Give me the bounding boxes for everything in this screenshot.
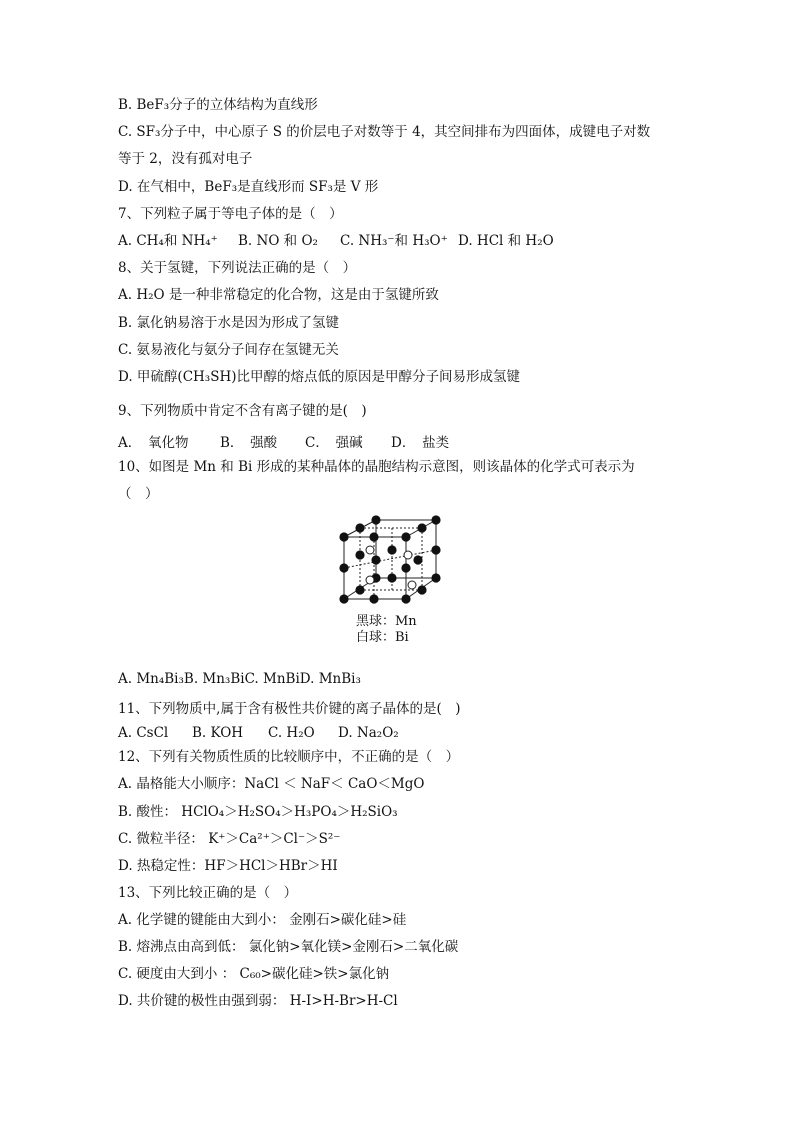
q9-option-a: A． 氧化物 (118, 435, 189, 451)
option-c-sf3: C. SF₃分子中，中心原子 S 的价层电子对数等于 4，其空间排布为四面体，成键电子对数 (118, 124, 651, 140)
option-d-gas-phase: D. 在气相中，BeF₃是直线形而 SF₃是 V 形 (118, 179, 379, 195)
q7-option-b: B. NO 和 O₂ (238, 233, 318, 249)
question-7-options (118, 232, 554, 250)
option-b-bef3: B. BeF₃分子的立体结构为直线形 (118, 97, 318, 113)
question-11-options (118, 724, 399, 742)
q13-option-b: B. 熔沸点由高到低： 氯化钠>氧化镁>金刚石>二氧化碳 (118, 939, 459, 955)
q9-option-d: D． 盐类 (391, 435, 450, 451)
q11-option-d: D. Na₂O₂ (338, 725, 399, 741)
q9-option-c: C． 强碱 (305, 435, 363, 451)
q12-option-b: B. 酸性： HClO₄＞H₂SO₄＞H₃PO₄＞H₂SiO₃ (118, 804, 398, 820)
q8-option-c: C. 氨易液化与氨分子间存在氢键无关 (118, 342, 339, 358)
unit-cell-diagram (330, 510, 450, 610)
q13-option-d: D. 共价键的极性由强到弱： H-I>H-Br>H-Cl (118, 993, 398, 1009)
question-10-blank: （ ） (118, 486, 159, 502)
q12-option-c: C. 微粒半径： K⁺＞Ca²⁺＞Cl⁻＞S²⁻ (118, 831, 341, 847)
question-13: 13、下列比较正确的是（ ） (118, 885, 298, 901)
q9-option-b: B． 强酸 (220, 435, 278, 451)
q11-option-c: C. H₂O (268, 725, 315, 741)
legend-black-ball: 黑球：Mn (356, 614, 417, 629)
option-c-continuation: 等于 2，没有孤对电子 (118, 151, 253, 167)
q10-options: A. Mn₄Bi₃B. Mn₃BiC. MnBiD. MnBi₃ (118, 671, 361, 687)
q13-option-c: C. 硬度由大到小 ： C₆₀>碳化硅>铁>氯化钠 (118, 966, 390, 982)
q8-option-b: B. 氯化钠易溶于水是因为形成了氢键 (118, 315, 340, 331)
q11-option-b: B. KOH (192, 725, 244, 741)
question-9: 9、下列物质中肯定不含有离子键的是( ) (118, 403, 367, 419)
q8-option-d: D. 甲硫醇(CH₃SH)比甲醇的熔点低的原因是甲醇分子间易形成氢键 (118, 369, 520, 385)
question-9-options (118, 434, 449, 452)
q7-option-a: A. CH₄和 NH₄⁺ (118, 233, 218, 249)
question-10: 10、如图是 Mn 和 Bi 形成的某种晶体的晶胞结构示意图，则该晶体的化学式可表示为 (118, 459, 635, 475)
crystal-cell-figure (330, 510, 450, 655)
legend-white-ball: 白球：Bi (356, 630, 409, 645)
q11-option-a: A. CsCl (118, 725, 169, 741)
q7-option-c: C. NH₃⁻和 H₃O⁺ (340, 233, 448, 249)
question-8: 8、关于氢键，下列说法正确的是（ ） (118, 260, 357, 276)
q12-option-a: A. 晶格能大小顺序：NaCl ＜ NaF＜ CaO＜MgO (118, 776, 425, 792)
question-7: 7、下列粒子属于等电子体的是（ ） (118, 206, 343, 222)
question-12: 12、下列有关物质性质的比较顺序中，不正确的是（ ） (118, 749, 460, 765)
q8-option-a: A. H₂O 是一种非常稳定的化合物，这是由于氢键所致 (118, 287, 439, 303)
q12-option-d: D. 热稳定性：HF＞HCl＞HBr＞HI (118, 858, 338, 874)
question-11: 11、下列物质中,属于含有极性共价键的离子晶体的是( ) (118, 701, 461, 717)
q13-option-a: A. 化学键的键能由大到小： 金刚石>碳化硅>硅 (118, 912, 407, 928)
q7-option-d: D. HCl 和 H₂O (458, 233, 554, 249)
